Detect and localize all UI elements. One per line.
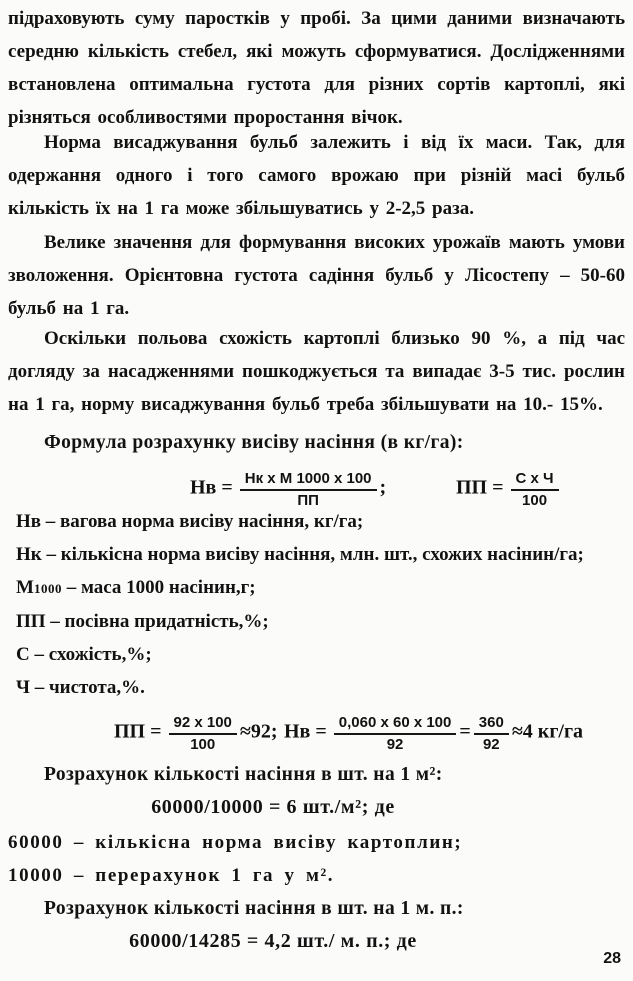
definition-pp: ПП – посівна придатність,%;: [16, 611, 269, 632]
definitions-list: [16, 505, 625, 704]
legend-10000: 10000 – перерахунок 1 га у м².: [8, 865, 335, 886]
per-m2-equation: 60000/10000 = 6 шт./м²; де: [151, 796, 395, 818]
calc-nv-equals: =: [459, 720, 471, 743]
formula-pp: [456, 470, 562, 510]
definition-nv: Нв – вагова норма висіву насіння, кг/га;: [16, 511, 364, 532]
calc-nv-fraction-1: $\frac{0,060 х 60 х 100}{92}$: [334, 714, 457, 754]
body-paragraph-3: Велике значення для формування високих урожаїв мають умови зволоження. Орієнтовна густота садіння бульб у Лісостепу – 50-60 бульб на 1 га.: [8, 232, 625, 319]
formula-nv: [190, 470, 386, 510]
definition-m1000: М1000 – маса 1000 насінин,г;: [16, 577, 256, 598]
formula-pp-lhs: ПП =: [456, 476, 504, 499]
body-paragraph-2: Норма висаджування бульб залежить і від їх маси. Так, для одержання одного і того самого врожаю при різній масі бульб кількість їх на 1 га може збільшуватись у 2-2,5 раза.: [8, 132, 625, 219]
formula-nv-lhs: Нв =: [190, 476, 233, 499]
calc-pp-result: ≈92;: [239, 720, 278, 743]
formula-nv-fraction: $\frac{\text{Нк х М 1000 х 100}}{ПП}$: [240, 470, 377, 510]
calc-nv-result: ≈4 кг/га: [511, 720, 584, 743]
legend-60000: 60000 – кількісна норма висіву картоплин;: [8, 832, 463, 853]
calculation-row: [8, 706, 625, 756]
calc-pp-fraction: $\frac{92 х 100}{100}$: [169, 714, 237, 754]
formula-section-title: Формула розрахунку висіву насіння (в кг/га):: [44, 432, 464, 453]
calc-pp-lhs: ПП =: [114, 720, 162, 743]
per-m2-title: Розрахунок кількості насіння в шт. на 1 м²:: [44, 764, 443, 785]
formula-pp-fraction: $\frac{\text{С х Ч}}{100}$: [511, 470, 559, 510]
m1000-subscript: 1000: [33, 581, 62, 596]
body-paragraph-4: Оскільки польова схожість картоплі близько 90 %, а під час догляду за насадженнями пошкоджується та випадає 3-5 тис. рослин на 1 га, норму висаджування бульб треба збільшувати на 10.- 15%.: [8, 328, 625, 415]
calc-nv-lhs: Нв =: [284, 720, 327, 743]
definition-nk: Нк – кількісна норма висіву насіння, млн. шт., схожих насінин/га;: [16, 544, 584, 565]
per-meter-title: Розрахунок кількості насіння в шт. на 1 м. п.:: [44, 898, 464, 919]
calc-pp: [114, 714, 278, 754]
per-meter-equation: 60000/14285 = 4,2 шт./ м. п.; де: [129, 930, 417, 952]
definition-ch: Ч – чистота,%.: [16, 677, 145, 698]
calc-nv-fraction-2: $\frac{360}{92}$: [474, 714, 509, 754]
calc-nv: [284, 714, 583, 754]
page-number: 28: [603, 950, 621, 967]
formula-nv-suffix: ;: [379, 476, 387, 499]
definition-s: С – схожість,%;: [16, 644, 152, 665]
body-paragraph-1: підраховують суму паростків у пробі. За цими даними визначають середню кількість стебел, які можуть сформуватися. Дослідженнями встановлена оптимальна густота для різних сортів картоплі, які різняться особливостями проростання вічок.: [8, 8, 625, 128]
